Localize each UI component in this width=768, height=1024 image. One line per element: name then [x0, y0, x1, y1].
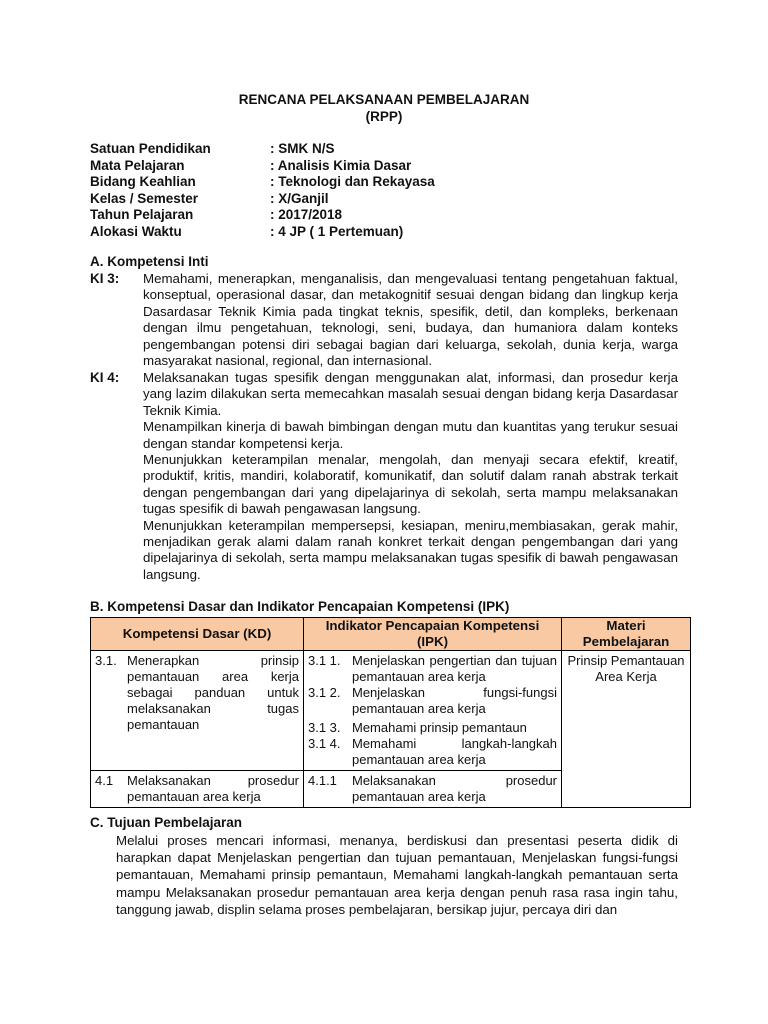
header-ipk — [304, 618, 562, 651]
meta-row — [90, 191, 435, 208]
meta-value: : Teknologi dan Rekayasa — [270, 174, 435, 190]
document-title: RENCANA PELAKSANAAN PEMBELAJARAN — [238, 92, 530, 107]
kd-ipk-table — [90, 617, 691, 808]
table-row — [91, 651, 691, 771]
ipk-item — [308, 720, 557, 736]
header-kd: Kompetensi Dasar (KD) — [91, 618, 304, 651]
ipk-cell — [304, 771, 562, 808]
ipk-number: 3.1 2. — [308, 685, 341, 700]
header-ipk-line2: (IPK) — [416, 634, 449, 649]
identity-block — [90, 141, 435, 241]
meta-label: Kelas / Semester — [90, 190, 199, 206]
section-a-heading: A. Kompetensi Inti — [90, 254, 209, 269]
ipk-cell — [304, 651, 562, 771]
meta-label: Bidang Keahlian — [90, 174, 196, 190]
ki4-paragraph: Menunjukkan keterampilan mempersepsi, kesiapan, meniru,membiasakan, gerak mahir, menjadikan gerak alami dalam ranah konkret terkait dengan pengembangan dari yang dipelajarinya di sekolah, serta mampu melaksanakan tugas spesifik di bawah pengawasan langsung. — [143, 517, 678, 582]
meta-value: : Analisis Kimia Dasar — [270, 157, 412, 173]
ipk-number: 3.1 1. — [308, 653, 341, 668]
meta-row — [90, 141, 435, 158]
ipk-number: 3.1 4. — [308, 736, 341, 751]
table-header-row — [91, 618, 691, 651]
header-materi — [562, 618, 691, 651]
ipk-item — [308, 773, 557, 805]
ipk-number: 4.1.1 — [308, 773, 337, 788]
kd-cell — [91, 771, 304, 808]
meta-row — [90, 224, 435, 241]
kd-item — [95, 653, 299, 733]
meta-value: : 2017/2018 — [270, 207, 343, 223]
header-materi-line1: Materi — [606, 618, 646, 633]
meta-value: : X/Ganjil — [270, 190, 329, 206]
ki3-label: KI 3: — [90, 271, 120, 286]
ipk-text: Menjelaskan pengertian dan tujuan pemantauan area kerja — [352, 653, 557, 684]
meta-row — [90, 174, 435, 191]
meta-row — [90, 158, 435, 175]
kd-text: Melaksanakan prosedur pemantauan area kerja — [127, 773, 299, 804]
meta-label: Alokasi Waktu — [90, 223, 182, 239]
ipk-item — [308, 736, 557, 768]
ipk-text: Memahami prinsip pemantaun — [352, 720, 527, 735]
ipk-text: Menjelaskan fungsi-fungsi pemantauan area kerja — [352, 685, 557, 716]
meta-row — [90, 207, 435, 224]
ki4-label: KI 4: — [90, 370, 120, 385]
meta-label: Mata Pelajaran — [90, 157, 185, 173]
kd-cell — [91, 651, 304, 771]
ipk-item — [308, 685, 557, 717]
kd-item — [95, 773, 299, 805]
kd-number: 4.1 — [95, 773, 114, 788]
ki4-paragraph: Melaksanakan tugas spesifik dengan menggunakan alat, informasi, dan prosedur kerja yang lazim dilakukan serta memecahkan masalah sesuai dengan bidang kerja Dasardasar Teknik Kimia. — [143, 370, 678, 418]
ki3-paragraph: Memahami, menerapkan, menganalisis, dan mengevaluasi tentang pengetahuan faktual, konseptual, operasional dasar, dan metakognitif sesuai dengan bidang dan lingkup kerja Dasardasar Teknik Kimia pada tingkat teknis, spesifik, detil, dan kompleks, berkenaan dengan ilmu pengetahuan, teknologi, seni, budaya, dan humaniora dalam konteks pengembangan potensi diri sebagai bagian dari keluarga, sekolah, dunia kerja, warga masyarakat nasional, regional, dan internasional. — [143, 271, 678, 369]
meta-value: : 4 JP ( 1 Pertemuan) — [270, 223, 404, 239]
ki4-paragraph: Menampilkan kinerja di bawah bimbingan dengan mutu dan kuantitas yang terukur sesuai dengan standar kompetensi kerja. — [143, 419, 678, 451]
document-subtitle: (RPP) — [365, 109, 403, 124]
materi-cell: Prinsip Pemantauan Area Kerja — [562, 651, 691, 808]
section-b-heading: B. Kompetensi Dasar dan Indikator Pencapaian Kompetensi (IPK) — [90, 599, 510, 614]
ki3-text — [143, 271, 678, 369]
meta-value: : SMK N/S — [270, 141, 335, 156]
header-materi-line2: Pembelajaran — [582, 634, 670, 649]
ki4-paragraph: Menunjukkan keterampilan menalar, mengolah, dan menyaji secara efektif, kreatif, produktif, kritis, mandiri, kolaboratif, komunikatif, dan solutif dalam ranah abstrak terkait dengan pengembangan dari yang dipelajarinya di sekolah, serta mampu melaksanakan tugas spesifik di bawah pengawasan langsung. — [143, 452, 678, 517]
header-ipk-line1: Indikator Pencapaian Kompetensi — [325, 618, 540, 633]
kd-number: 3.1. — [95, 653, 117, 668]
kd-text: Menerapkan prinsip pemantauan area kerja sebagai panduan untuk melaksanakan tugas pemantauan — [127, 653, 299, 732]
section-c-heading: C. Tujuan Pembelajaran — [90, 815, 243, 830]
ipk-number: 3.1 3. — [308, 720, 341, 735]
ipk-text: Melaksanakan prosedur pemantauan area kerja — [352, 773, 557, 804]
ki4-text — [143, 370, 678, 583]
meta-label: Satuan Pendidikan — [90, 141, 211, 156]
ipk-text: Memahami langkah-langkah pemantauan area kerja — [352, 736, 557, 767]
ipk-item — [308, 653, 557, 685]
meta-label: Tahun Pelajaran — [90, 207, 194, 223]
tujuan-text: Melalui proses mencari informasi, menanya, berdiskusi dan presentasi peserta didik di harapkan dapat Menjelaskan pengertian dan tujuan pemantauan, Menjelaskan fungsi-fungsi pemantauan, Memahami prinsip pemantaun, Memahami langkah-langkah pemantauan serta mampu Melaksanakan prosedur pemantauan area kerja dengan penuh rasa rasa ingin tahu, tanggung jawab, displin selama proses pembelajaran, bersikap jujur, percaya diri dan — [116, 833, 678, 917]
